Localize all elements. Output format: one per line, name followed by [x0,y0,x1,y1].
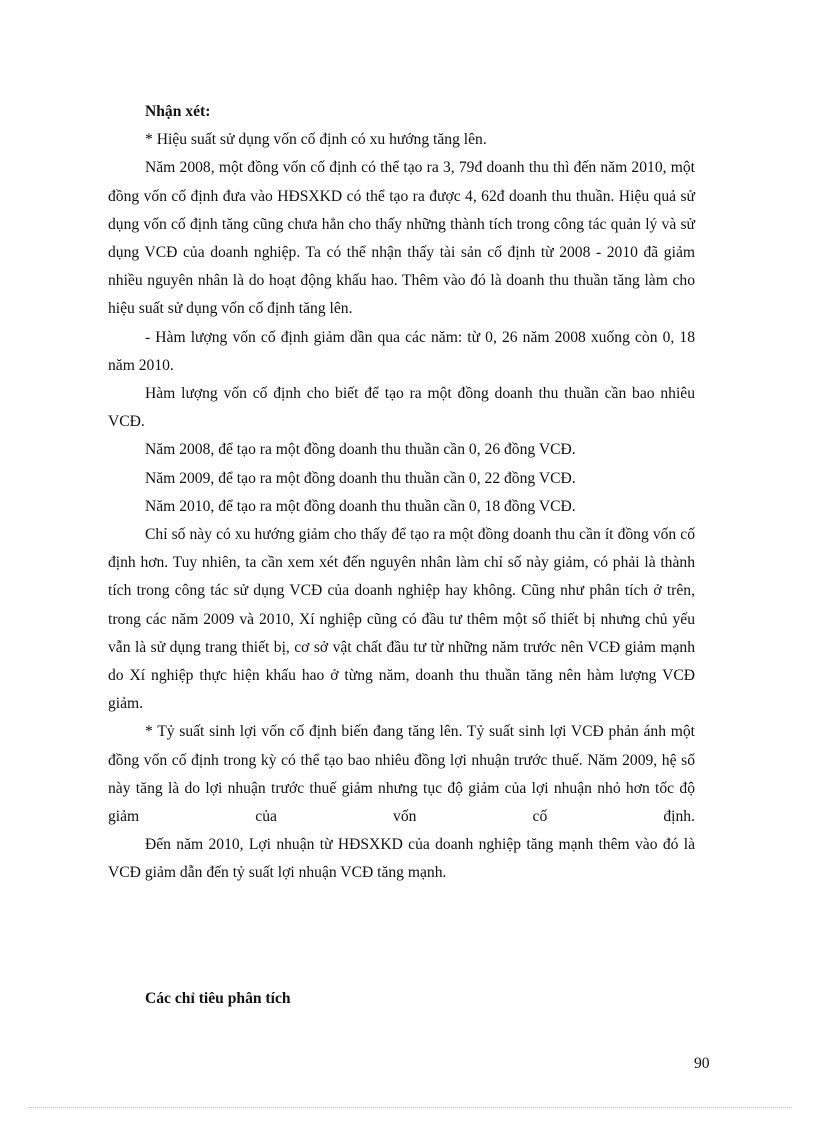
footer-divider [28,1107,792,1108]
document-body [108,98,695,888]
paragraph-profitability: * Tỷ suất sinh lợi vốn cố định biến đang tăng lên. Tỷ suất sinh lợi VCĐ phản ánh một đồng vốn cố định trong kỳ có thể tạo bao nhiêu đồng lợi nhuận trước thuế. Năm 2009, hệ số này tăng là do lợi nhuận trước thuế giảm nhưng tục độ giảm của lợi nhuận nhỏ hơn tốc độ giảm của vốn cố định. [108,723,695,826]
paragraph-asset-content-decline: - Hàm lượng vốn cố định giảm dần qua các năm: từ 0, 26 năm 2008 xuống còn 0, 18 năm 2010. [108,328,695,374]
paragraph-year-2008: Năm 2008, để tạo ra một đồng doanh thu thuần cần 0, 26 đồng VCĐ. [145,441,576,459]
paragraph-asset-content-definition: Hàm lượng vốn cố định cho biết để tạo ra một đồng doanh thu thuần cần bao nhiêu VCĐ. [108,385,695,431]
paragraph-year-2009: Năm 2009, để tạo ra một đồng doanh thu thuần cần 0, 22 đồng VCĐ. [145,469,576,487]
paragraph-index-trend: Chỉ số này có xu hướng giảm cho thấy để tạo ra một đồng doanh thu cần ít đồng vốn cố định hơn. Tuy nhiên, ta cần xem xét đến nguyên nhân làm chỉ số này giảm, có phải là thành tích trong công tác sử dụng VCĐ của doanh nghiệp hay không. Cũng như phân tích ở trên, trong các năm 2009 và 2010, Xí nghiệp cũng có đầu tư thêm một số thiết bị nhưng chủ yếu vẫn là sử dụng trang thiết bị, cơ sở vật chất đầu tư từ những năm trước nên VCĐ giảm mạnh do Xí nghiệp thực hiện khấu hao ở từng năm, doanh thu thuần tăng nên hàm lượng VCĐ giảm. [108,526,695,713]
paragraph-fixed-asset-efficiency: * Hiệu suất sử dụng vốn cố định có xu hướng tăng lên. [145,131,487,149]
paragraph-year-2010: Năm 2010, để tạo ra một đồng doanh thu thuần cần 0, 18 đồng VCĐ. [145,497,576,515]
remarks-heading: Nhận xét: [145,103,211,120]
paragraph-revenue-per-asset: Năm 2008, một đồng vốn cố định có thể tạo ra 3, 79đ doanh thu thì đến năm 2010, một đồng vốn cố định đưa vào HĐSXKD có thể tạo ra được 4, 62đ doanh thu thuần. Hiệu quả sử dụng vốn cố định tăng cũng chưa hẳn cho thấy những thành tích trong công tác quản lý và sử dụng VCĐ của doanh nghiệp. Ta có thể nhận thấy tài sản cố định từ 2008 - 2010 đã giảm nhiều nguyên nhân là do hoạt động khấu hao. Thêm vào đó là doanh thu thuần tăng làm cho hiệu suất sử dụng vốn cố định tăng lên. [108,159,695,318]
page-number: 90 [694,1055,710,1072]
section-heading: Các chỉ tiêu phân tích [145,990,291,1007]
paragraph-profit-2010: Đến năm 2010, Lợi nhuận từ HĐSXKD của doanh nghiệp tăng mạnh thêm vào đó là VCĐ giảm dẫn đến tỷ suất lợi nhuận VCĐ tăng mạnh. [108,836,695,882]
